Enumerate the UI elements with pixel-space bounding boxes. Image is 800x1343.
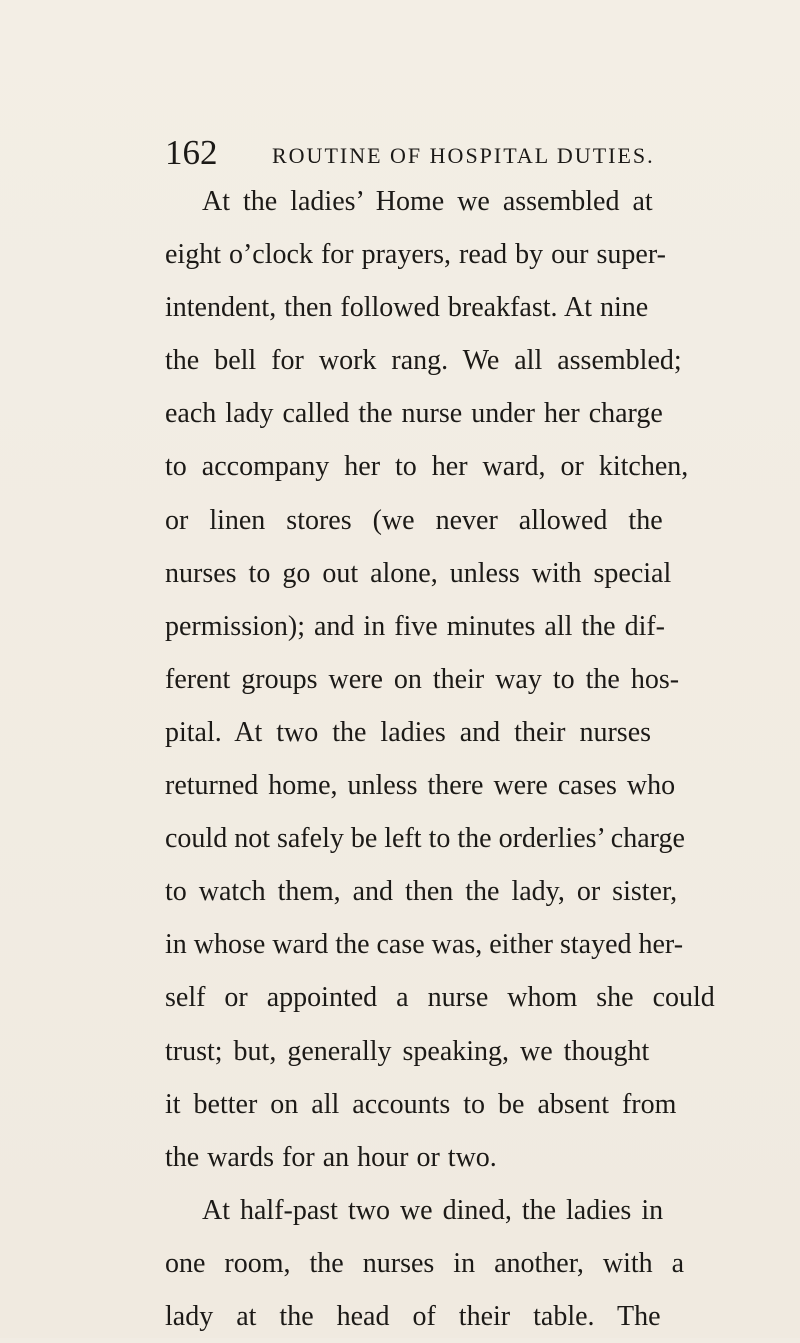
text-line: self or appointed a nurse whom she could — [165, 982, 715, 1014]
text-line: At the ladies’ Home we assembled at — [202, 186, 653, 217]
page-header — [0, 128, 800, 178]
text-line: lady at the head of their table. The — [165, 1300, 661, 1332]
text-line: or linen stores (we never allowed the — [165, 504, 663, 536]
text-line: returned home, unless there were cases who — [165, 770, 676, 802]
text-line: permission); and in five minutes all the dif- — [165, 610, 666, 642]
text-line: could not safely be left to the orderlies’ charge — [165, 823, 685, 855]
text-line: to accompany her to her ward, or kitchen, — [165, 451, 689, 483]
text-line: At half-past two we dined, the ladies in — [202, 1194, 664, 1226]
text-line: trust; but, generally speaking, we thought — [165, 1035, 650, 1067]
running-head: ROUTINE OF HOSPITAL DUTIES. — [272, 143, 655, 168]
text-line: one room, the nurses in another, with a — [165, 1247, 685, 1279]
text-line: to watch them, and then the lady, or sister, — [165, 876, 678, 908]
text-line: in whose ward the case was, either stayed her- — [165, 929, 684, 961]
text-line: nurses to go out alone, unless with special — [165, 557, 672, 589]
text-line: ferent groups were on their way to the hos- — [165, 663, 680, 695]
text-line: each lady called the nurse under her charge — [165, 398, 663, 430]
text-line: pital. At two the ladies and their nurses — [165, 716, 652, 748]
text-line: the wards for an hour or two. — [165, 1141, 497, 1173]
page-number: 162 — [165, 133, 218, 172]
text-line: it better on all accounts to be absent from — [165, 1088, 677, 1120]
body-text — [165, 175, 795, 1343]
text-line: intendent, then followed breakfast. At nine — [165, 292, 649, 324]
text-line: the bell for work rang. We all assembled; — [165, 345, 682, 377]
text-line: eight o’clock for prayers, read by our super- — [165, 239, 666, 271]
